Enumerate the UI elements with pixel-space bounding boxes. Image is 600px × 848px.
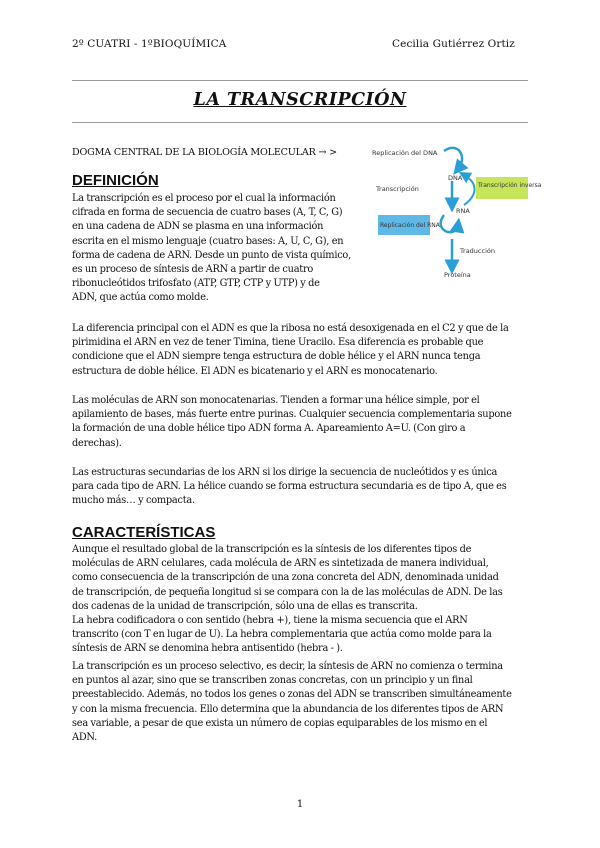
label-proteina: Proteína <box>444 271 471 279</box>
definicion-paragraph-3 <box>72 394 528 451</box>
definicion-paragraph-2 <box>72 322 528 379</box>
text-line: ADN. <box>72 732 97 744</box>
text-line: y con la misma frecuencia. Ello determina que la abundancia de los diferentes tipos de ARN <box>72 703 504 715</box>
text-line: estructura de doble hélice. El ADN es bicatenario y el ARN es monocatenario. <box>72 365 438 377</box>
label-transcripcion-inversa: Transcripción inversa <box>478 182 542 189</box>
text-line: mucho más… y compacta. <box>72 495 195 507</box>
section-heading-definicion: DEFINICIÓN <box>72 172 159 189</box>
text-line: de transcripción, de pequeña longitud si se compara con la de las moléculas de ADN. De las <box>72 586 503 598</box>
label-traduccion: Traducción <box>460 247 495 255</box>
text-line: Aunque el resultado global de la transcripción es la síntesis de los diferentes tipos de <box>72 544 472 555</box>
header-author: Cecilia Gutiérrez Ortiz <box>392 38 515 50</box>
text-line: como consecuencia de la transcripción de una zona concreta del ADN, denominada unidad <box>72 572 499 584</box>
text-line: transcrito (con T en lugar de U). La hebra complementaria que actúa como molde para la <box>72 629 492 641</box>
text-line: ADN, que actúa como molde. <box>72 292 209 304</box>
text-line: síntesis de ARN se denomina hebra antisentido (hebra - ). <box>72 643 343 655</box>
definicion-paragraph-4 <box>72 466 528 509</box>
label-replicacion-rna: Replicación del RNA <box>380 222 440 229</box>
text-line: para cada tipo de ARN. La hélice cuando se forma estructura secundaria es de tipo A, que es <box>72 481 507 493</box>
text-line: derechas). <box>72 437 122 449</box>
top-rule <box>72 80 528 81</box>
section-heading-caracteristicas: CARACTERÍSTICAS <box>72 524 216 541</box>
text-line: escrita en el mismo lenguaje (cuatro bases: A, U, C, G), en <box>72 235 344 247</box>
text-line: la formación de una doble hélice tipo ADN forma A. Apareamiento A=U. (Con giro a <box>72 423 466 435</box>
text-line: apilamiento de bases, más fuerte entre purinas. Cualquier secuencia complementaria supone <box>72 409 512 421</box>
page-title: LA TRANSCRIPCIÓN <box>193 90 407 110</box>
text-line: dos cadenas de la unidad de transcripción, sólo una de ellas es transcrita. <box>72 600 418 612</box>
text-line: forma de cadena de ARN. Desde un punto de vista químico, <box>72 249 351 261</box>
rna-replication-arrow <box>441 215 458 232</box>
central-dogma-diagram <box>372 143 542 283</box>
text-line: cifrada en forma de secuencia de cuatro bases (A, T, C, G) <box>72 207 343 219</box>
label-replicacion-dna: Replicación del DNA <box>372 149 438 157</box>
text-line: es un proceso de síntesis de ARN a partir de cuatro <box>72 264 314 276</box>
definicion-paragraph-1 <box>72 192 362 306</box>
text-line: La hebra codificadora o con sentido (hebra +), tiene la misma secuencia que el ARN <box>72 615 468 627</box>
text-line: en puntos al azar, sino que se transcriben zonas concretas, con un principio y un final <box>72 675 473 687</box>
dogma-label: DOGMA CENTRAL DE LA BIOLOGÍA MOLECULAR → > <box>72 147 337 158</box>
text-line: moléculas de ARN celulares, cada molécula de ARN es sintetizada de manera individual, <box>72 558 489 570</box>
title-rule <box>72 122 528 123</box>
text-line: pirimidina el ARN en vez de tener Timina, tiene Uracilo. Esa diferencia es probable que <box>72 337 484 349</box>
page-number: 1 <box>296 799 304 810</box>
caracteristicas-paragraph-2 <box>72 660 528 745</box>
label-rna: RNA <box>456 207 470 215</box>
text-line: preestablecido. Además, no todos los genes o zonas del ADN se transcriben simultáneamente <box>72 689 512 701</box>
text-line: condicione que el ADN siempre tenga estructura de doble hélice y el ARN nunca tenga <box>72 351 481 363</box>
header-course: 2º CUATRI - 1ºBIOQUÍMICA <box>72 38 227 50</box>
text-line: La transcripción es un proceso selectivo, es decir, la síntesis de ARN no comienza o termina <box>72 661 503 672</box>
caracteristicas-paragraph-1 <box>72 543 528 657</box>
label-transcripcion: Transcripción <box>376 185 419 193</box>
text-line: ribonucleótidos trifosfato (ATP, GTP, CTP y UTP) y de <box>72 278 320 290</box>
label-dna: DNA <box>448 174 463 182</box>
text-line: Las moléculas de ARN son monocatenarias. Tienden a formar una hélice simple, por el <box>72 395 480 406</box>
text-line: sea variable, a pesar de que exista un número de copias equiparables de los mismo en el <box>72 717 488 729</box>
reverse-transcription-arrow <box>464 175 475 205</box>
text-line: Las estructuras secundarias de los ARN si los dirige la secuencia de nucleótidos y es única <box>72 467 498 478</box>
text-line: en una cadena de ADN se plasma en una información <box>72 221 324 233</box>
text-line: La transcripción es el proceso por el cual la información <box>72 193 336 204</box>
dna-replication-arrow <box>444 148 462 169</box>
text-line: La diferencia principal con el ADN es que la ribosa no está desoxigenada en el C2 y que de la <box>72 323 509 334</box>
